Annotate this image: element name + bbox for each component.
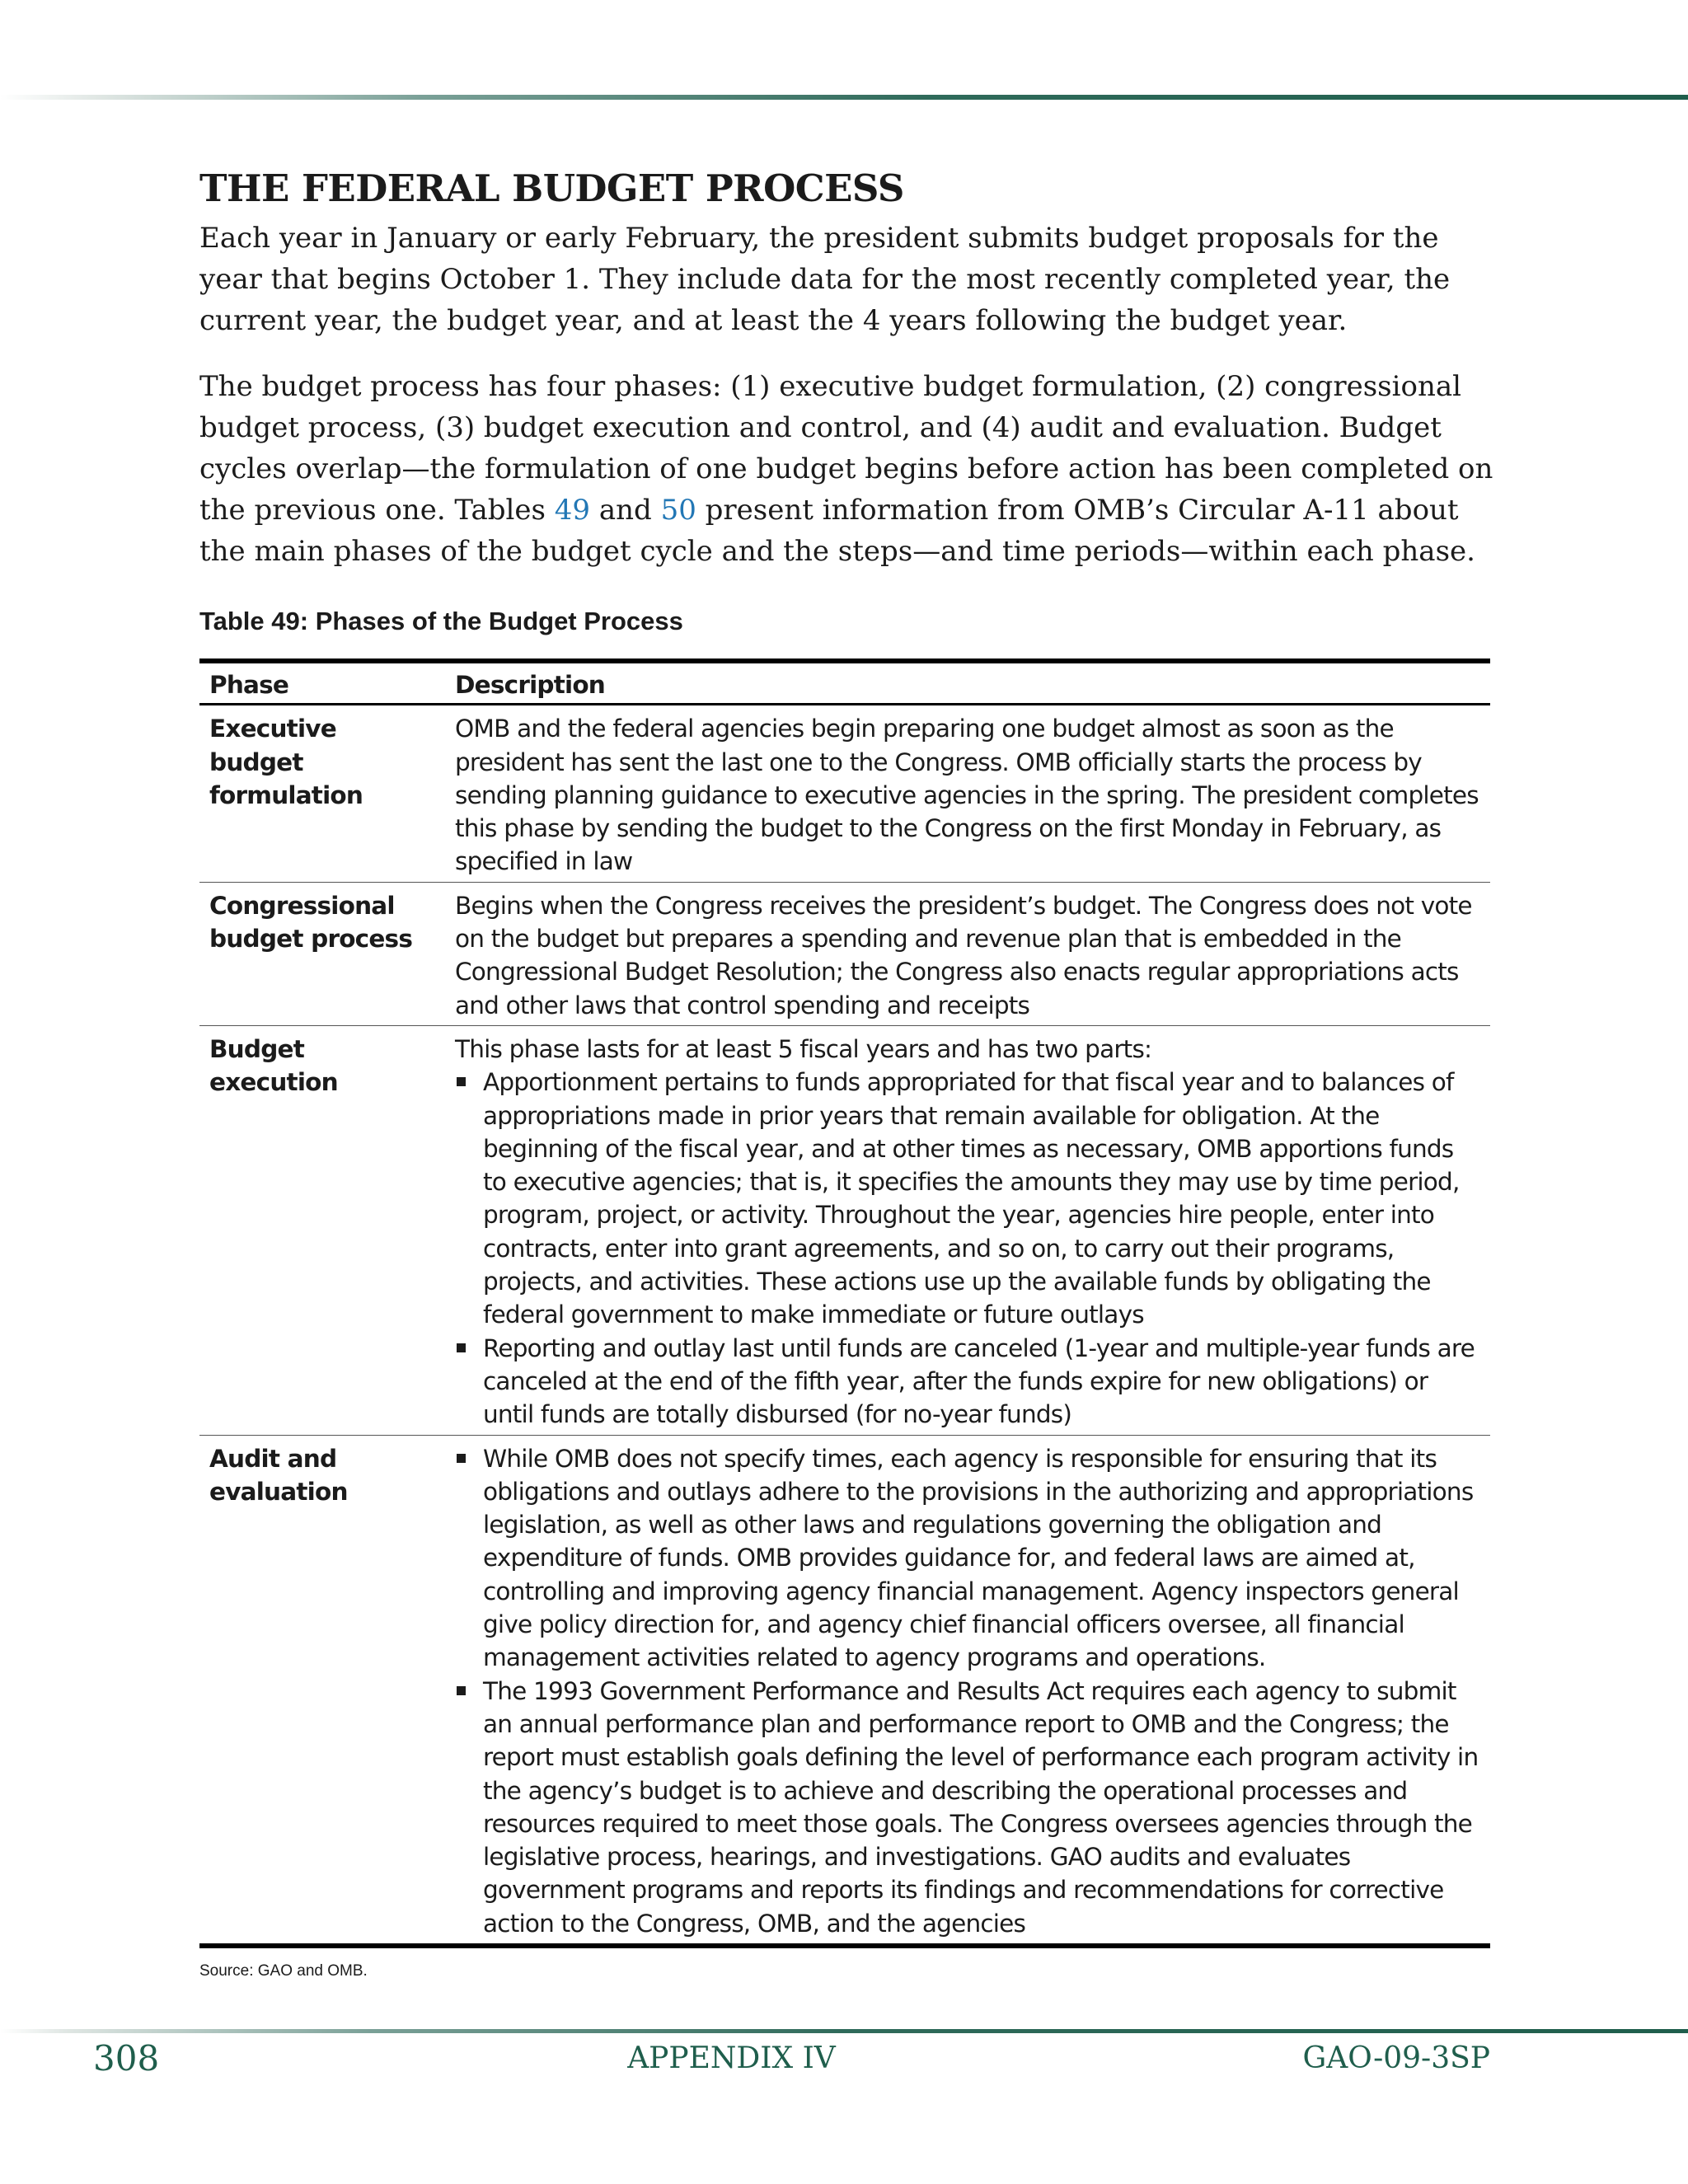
budget-phases-table: [199, 658, 1490, 1948]
page-content: [199, 165, 1493, 1981]
footer-section-label: APPENDIX IV: [627, 2041, 836, 2075]
page-number: 308: [93, 2038, 160, 2079]
table-49-link[interactable]: 49: [554, 494, 591, 527]
description-column-header: Description: [445, 661, 1490, 705]
description-text: OMB and the federal agencies begin preparing one budget almost as soon as the president has sent the last one to the Congress. OMB officially starts the process by sending planning guidance to executive agencies in the spring. The president completes this phase by sending the budget to the Congress on the first Monday in February, as specified in law: [455, 715, 1479, 876]
bullet-item: While OMB does not specify times, each agency is responsible for ensuring that its obligations and outlays adhere to the provisions in the authorizing and appropriations legislation, as well as other laws and regulations governing the obligation and expenditure of funds. OMB provides guidance for, and federal laws are aimed at, controlling and improving agency financial management. Agency inspectors general give policy direction for, and agency chief financial officers oversee, all financial management activities related to agency programs and operations.: [455, 1442, 1480, 1675]
table-row: [199, 705, 1490, 882]
footer-rule: [0, 2029, 1688, 2033]
table-row: [199, 882, 1490, 1025]
description-cell: [445, 882, 1490, 1025]
description-text: Begins when the Congress receives the president’s budget. The Congress does not vote on the budget but prepares a spending and revenue plan that is embedded in the Congressional Budget Resolution; the Congress also enacts regular appropriations acts and other laws that control spending and receipts: [455, 891, 1472, 1019]
table-caption: Table 49: Phases of the Budget Process: [199, 607, 683, 635]
phase-cell: Executive budget formulation: [199, 705, 445, 882]
phase-cell: Audit and evaluation: [209, 1444, 348, 1506]
table-50-link[interactable]: 50: [660, 494, 696, 527]
intro-paragraph: Each year in January or early February, the president submits budget proposals for the year that begins October 1. They include data for the most recently completed year, the current year, the budget year, and at least the 4 years following the budget year.: [199, 222, 1451, 337]
phase-cell: Budget execution: [199, 1025, 445, 1435]
phase-cell: Congressional budget process: [199, 882, 445, 1025]
bullet-item: Reporting and outlay last until funds are canceled (1-year and multiple-year funds are canceled at the end of the fifth year, after the funds expire for new obligations) or until funds are totally disbursed (for no-year funds): [455, 1332, 1480, 1432]
section-heading: THE FEDERAL BUDGET PROCESS: [199, 166, 904, 210]
description-cell: [445, 705, 1490, 882]
footer-report-id: GAO-09-3SP: [1302, 2041, 1490, 2075]
bullet-list: [455, 1442, 1480, 1940]
description-cell: [445, 1025, 1490, 1435]
phases-paragraph-text-3: present information from OMB’s Circular A-11 about the main phases of the budget cycle and the steps—and time periods—within each phase.: [199, 494, 1475, 568]
bullet-item: The 1993 Government Performance and Results Act requires each agency to submit an annual performance plan and performance report to OMB and the Congress; the report must establish goals defining the level of performance each program activity in the agency’s budget is to achieve and describing the operational processes and resources required to meet those goals. The Congress oversees agencies through the legislative process, hearings, and investigations. GAO audits and evaluates government programs and reports its findings and recommendations for corrective action to the Congress, OMB, and the agencies: [455, 1675, 1480, 1940]
description-cell: [445, 1435, 1490, 1946]
bullet-list: [455, 1066, 1480, 1431]
phases-paragraph-text-2: and: [590, 494, 661, 527]
description-text: This phase lasts for at least 5 fiscal years and has two parts:: [455, 1034, 1152, 1063]
phases-paragraph-text-1: The budget process has four phases: (1) executive budget formulation, (2) congressional budget process, (3) budget execution and control, and (4) audit and evaluation. Budget cycles overlap—the formulation of one budget begins before action has been completed on the previous one. Tables: [199, 370, 1493, 527]
table-row: [199, 1025, 1490, 1435]
table-row: [199, 1435, 1490, 1946]
header-rule: [0, 95, 1688, 100]
phases-paragraph: [199, 366, 1493, 572]
table-source-note: Source: GAO and OMB.: [199, 1961, 368, 1980]
table-header-row: [199, 661, 1490, 705]
bullet-item: Apportionment pertains to funds appropriated for that fiscal year and to balances of appropriations made in prior years that remain available for obligation. At the beginning of the fiscal year, and at other times as necessary, OMB apportions funds to executive agencies; that is, it specifies the amounts they may use by time period, program, project, or activity. Throughout the year, agencies hire people, enter into contracts, enter into grant agreements, and so on, to carry out their programs, projects, and activities. These actions use up the available funds by obligating the federal government to make immediate or future outlays: [455, 1066, 1480, 1331]
phase-column-header: Phase: [199, 661, 445, 705]
